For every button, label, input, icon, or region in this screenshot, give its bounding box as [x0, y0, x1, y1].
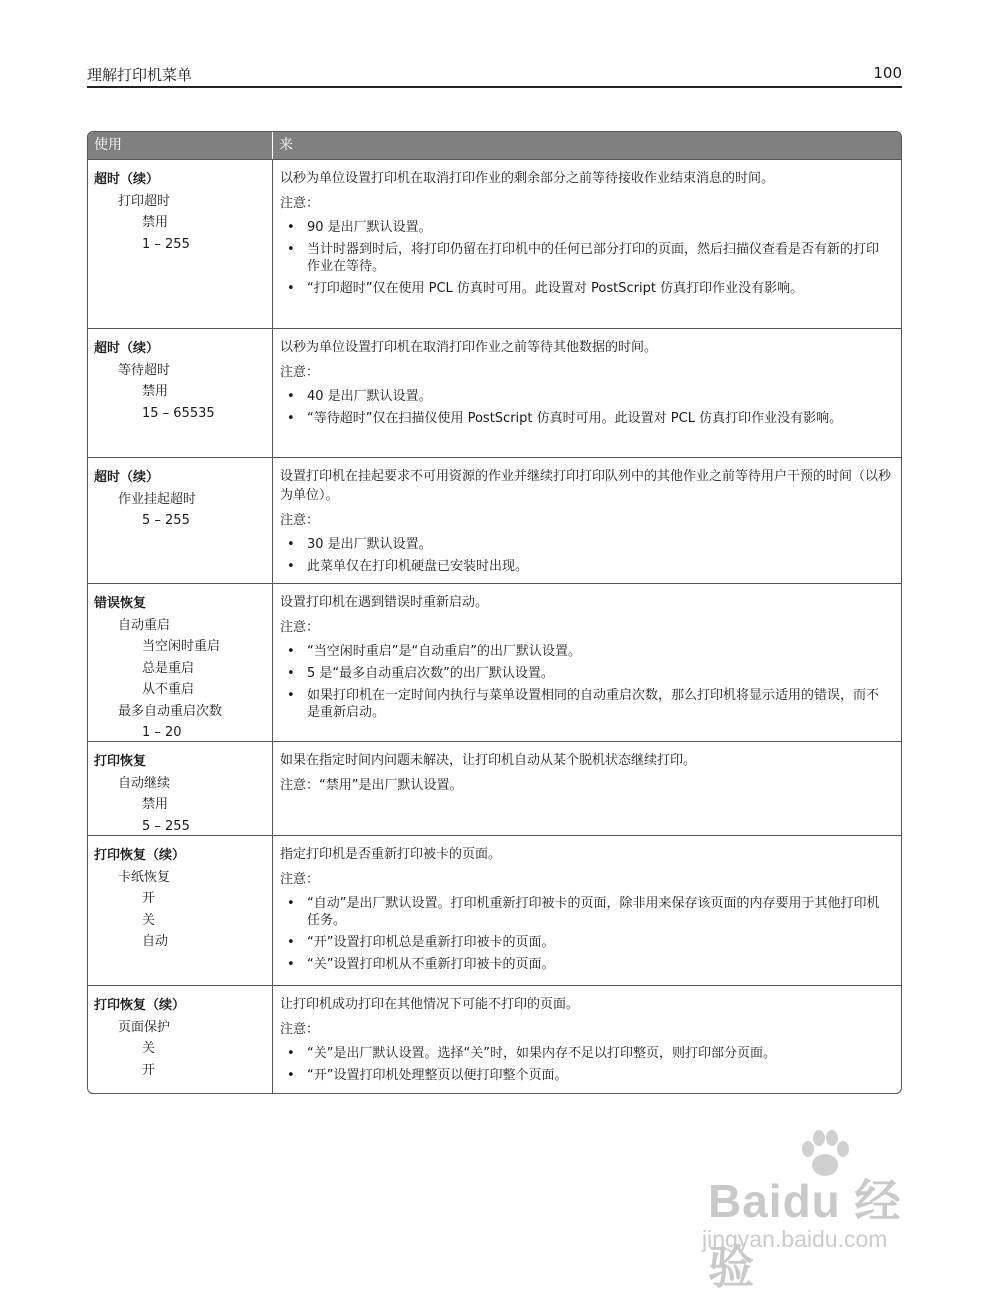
- bullet-icon: •: [287, 220, 295, 235]
- note-inline: 注意：“禁用”是出厂默认设置。: [280, 778, 463, 793]
- bullet-icon: •: [287, 411, 295, 426]
- note-label: 注意：: [280, 196, 320, 211]
- description: 设置打印机在挂起要求不可用资源的作业并继续打印打印队列中的其他作业之前等待用户干预的时间（以秒为单位）。: [280, 469, 892, 503]
- bullet-icon: •: [287, 896, 295, 911]
- bullet-icon: •: [287, 644, 295, 659]
- description: 如果在指定时间内问题未解决，让打印机自动从某个脱机状态继续打印。: [280, 753, 697, 768]
- menu-item: 打印超时: [118, 193, 171, 209]
- menu-group: 超时（续）: [94, 341, 160, 356]
- description: 设置打印机在遇到错误时重新启动。: [280, 595, 489, 610]
- watermark: [700, 1125, 940, 1293]
- column-header-to: 来: [279, 137, 293, 153]
- menu-path-cell: [88, 836, 273, 985]
- table-row: [88, 457, 901, 583]
- note-item: • “当空闲时重启”是“自动重启”的出厂默认设置。: [287, 644, 581, 659]
- watermark-url: jingyan.baidu.com: [702, 1226, 888, 1252]
- table-row: [88, 583, 901, 741]
- menu-group: 打印恢复（续）: [94, 998, 186, 1013]
- menu-group: 超时（续）: [94, 172, 160, 187]
- menu-table: [87, 131, 902, 1094]
- menu-option: 从不重启: [142, 682, 195, 697]
- note-item: • “开”设置打印机总是重新打印被卡的页面。: [287, 935, 555, 950]
- description-cell: [273, 458, 901, 583]
- menu-item: 等待超时: [118, 362, 171, 378]
- menu-path-cell: [88, 584, 273, 741]
- menu-option: 自动: [142, 934, 169, 949]
- note-label: 注意：: [280, 620, 320, 635]
- menu-option: 1 – 20: [142, 725, 182, 740]
- note-item: • “打印超时”仅在使用 PCL 仿真时可用。此设置对 PostScript 仿真打印作业没有影响。: [287, 281, 804, 296]
- menu-option: 当空闲时重启: [142, 639, 221, 654]
- menu-option: 开: [142, 1062, 156, 1078]
- bullet-icon: •: [287, 242, 295, 257]
- notes-list: [280, 1045, 891, 1084]
- description: 以秒为单位设置打印机在取消打印作业的剩余部分之前等待接收作业结束消息的时间。: [280, 171, 775, 186]
- bullet-icon: •: [287, 537, 295, 552]
- notes-list: [280, 643, 891, 721]
- column-header-use: 使用: [88, 132, 273, 159]
- note-item: • 此菜单仅在打印机硬盘已安装时出现。: [287, 559, 529, 574]
- bullet-icon: •: [287, 389, 295, 404]
- bullet-icon: •: [287, 559, 295, 574]
- description: 以秒为单位设置打印机在取消打印作业之前等待其他数据的时间。: [280, 340, 658, 355]
- note-item: • “等待超时”仅在扫描仪使用 PostScript 仿真时可用。此设置对 PCL 仿真打印作业没有影响。: [287, 411, 843, 426]
- menu-group: 打印恢复（续）: [94, 848, 186, 863]
- description: 让打印机成功打印在其他情况下可能不打印的页面。: [280, 997, 580, 1012]
- menu-option: 总是重启: [142, 660, 195, 676]
- note-item: • “自动”是出厂默认设置。打印机重新打印被卡的页面，除非用来保存该页面的内存要用于其他打印机任务。: [287, 896, 880, 928]
- menu-path-cell: [88, 986, 273, 1093]
- menu-option: 关: [142, 1041, 156, 1056]
- menu-option: 5 – 255: [142, 818, 190, 834]
- section-title: 理解打印机菜单: [87, 66, 193, 84]
- bullet-icon: •: [287, 281, 295, 296]
- bullet-icon: •: [287, 957, 295, 972]
- description-cell: [273, 742, 901, 835]
- table-row: [88, 328, 901, 457]
- note-label: 注意：: [280, 513, 320, 528]
- note-item: • 5 是“最多自动重启次数”的出厂默认设置。: [287, 666, 554, 681]
- menu-group: 超时（续）: [94, 470, 160, 485]
- note-label: 注意：: [280, 365, 320, 380]
- menu-item: 作业挂起超时: [118, 491, 197, 507]
- menu-option: 禁用: [142, 215, 169, 230]
- menu-option: 15 – 65535: [142, 405, 215, 421]
- description-cell: [273, 986, 901, 1093]
- menu-path-cell: [88, 458, 273, 583]
- description-cell: [273, 836, 901, 985]
- bullet-icon: •: [287, 688, 295, 703]
- description: 指定打印机是否重新打印被卡的页面。: [280, 847, 502, 862]
- note-item: • 40 是出厂默认设置。: [287, 389, 432, 404]
- menu-option: 5 – 255: [142, 513, 190, 528]
- note-item: • “开”设置打印机处理整页以便打印整个页面。: [287, 1068, 568, 1083]
- notes-list: [280, 536, 891, 575]
- menu-item: 卡纸恢复: [118, 869, 171, 885]
- notes-list: [280, 219, 891, 297]
- note-item: • 30 是出厂默认设置。: [287, 537, 432, 552]
- menu-path-cell: [88, 329, 273, 457]
- table-row: [88, 835, 901, 985]
- note-label: 注意：: [280, 1022, 320, 1037]
- menu-option: 禁用: [142, 797, 169, 812]
- notes-list: [280, 895, 891, 973]
- menu-item: 最多自动重启次数: [118, 703, 223, 719]
- description-cell: [273, 160, 901, 328]
- menu-path-cell: [88, 160, 273, 328]
- page-number: 100: [873, 64, 902, 82]
- description-cell: [273, 584, 901, 741]
- menu-item: 页面保护: [118, 1019, 171, 1035]
- menu-option: 1 – 255: [142, 236, 190, 252]
- note-item: • 如果打印机在一定时间内执行与菜单设置相同的自动重启次数，那么打印机将显示适用的错误，而不是重新启动。: [287, 688, 880, 720]
- menu-option: 开: [142, 891, 156, 906]
- bullet-icon: •: [287, 1068, 295, 1083]
- watermark-brand: Baidu 经验: [708, 1175, 902, 1293]
- menu-group: 错误恢复: [94, 596, 147, 611]
- menu-option: 禁用: [142, 384, 169, 399]
- description-cell: [273, 329, 901, 457]
- menu-item: 自动重启: [118, 617, 171, 633]
- table-row: [88, 741, 901, 835]
- page-header: [87, 62, 902, 88]
- note-item: • 90 是出厂默认设置。: [287, 220, 432, 235]
- note-item: • “关”是出厂默认设置。选择“关”时，如果内存不足以打印整页，则打印部分页面。: [287, 1046, 776, 1061]
- menu-group: 打印恢复: [94, 754, 147, 769]
- table-row: [88, 159, 901, 328]
- bullet-icon: •: [287, 935, 295, 950]
- notes-list: [280, 388, 891, 427]
- note-item: • 当计时器到时后，将打印仍留在打印机中的任何已部分打印的页面，然后扫描仪查看是否有新的打印作业在等待。: [287, 242, 880, 274]
- table-row: [88, 985, 901, 1093]
- table-header: [88, 132, 901, 159]
- menu-path-cell: [88, 742, 273, 835]
- note-item: • “关”设置打印机从不重新打印被卡的页面。: [287, 957, 555, 972]
- note-label: 注意：: [280, 872, 320, 887]
- menu-item: 自动继续: [118, 775, 171, 791]
- bullet-icon: •: [287, 666, 295, 681]
- menu-option: 关: [142, 912, 156, 928]
- bullet-icon: •: [287, 1046, 295, 1061]
